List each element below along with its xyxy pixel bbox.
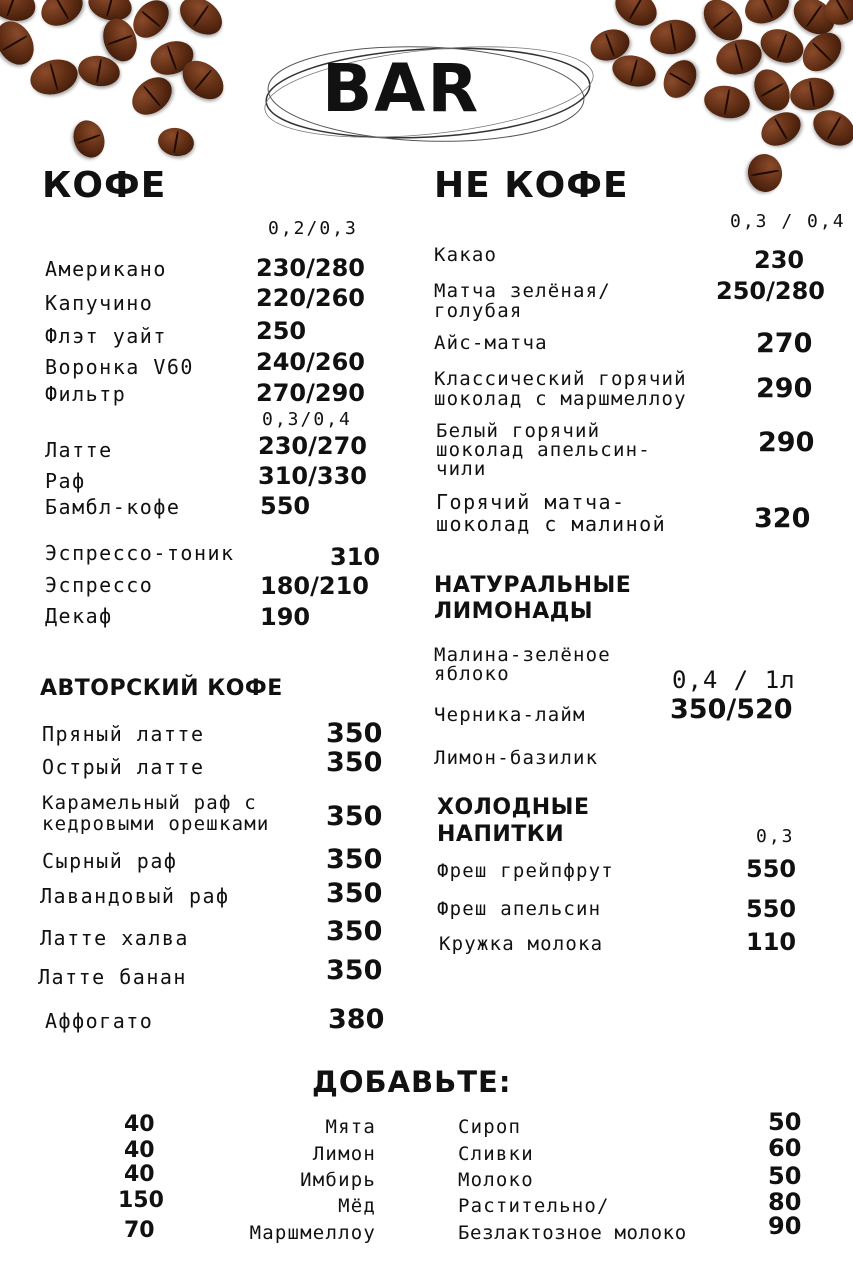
addon-name: Безлактозное молоко bbox=[458, 1222, 687, 1244]
menu-item-price: 230/280 bbox=[256, 254, 365, 282]
addon-price: 40 bbox=[124, 1112, 155, 1137]
menu-item-name: Какао bbox=[434, 244, 498, 266]
addon-name: Мёд bbox=[338, 1195, 376, 1217]
addon-name: Молоко bbox=[458, 1169, 534, 1191]
coffee-bean-icon bbox=[657, 54, 703, 104]
menu-item-name: кедровыми орешками bbox=[42, 813, 270, 835]
menu-item-price: 290 bbox=[758, 427, 815, 458]
menu-item-price: 240/260 bbox=[256, 348, 365, 376]
menu-item-price: 230/270 bbox=[258, 432, 367, 460]
menu-item-name: Бамбл-кофе bbox=[45, 495, 181, 519]
menu-item-price: 250/280 bbox=[716, 277, 825, 305]
menu-item-name: яблоко bbox=[434, 663, 510, 685]
addon-name: Маршмеллоу bbox=[249, 1222, 376, 1244]
menu-item-name: Горячий матча- bbox=[436, 490, 626, 514]
menu-item-name: Декаф bbox=[45, 604, 113, 628]
menu-item-name: Классический горячий bbox=[434, 368, 687, 390]
addon-price: 50 bbox=[768, 1108, 802, 1136]
menu-item-name: Белый горячий bbox=[436, 420, 601, 442]
section-heading-author-coffee: АВТОРСКИЙ КОФЕ bbox=[40, 676, 283, 701]
section-heading-lemonades: НАТУРАЛЬНЫЕ bbox=[434, 573, 632, 598]
menu-item-name: Латте банан bbox=[38, 965, 187, 989]
menu-item-name: Карамельный раф с bbox=[42, 792, 257, 814]
menu-item-name: Эспрессо bbox=[45, 573, 154, 597]
menu-item-name: Айс-матча bbox=[434, 332, 548, 354]
menu-item-name: Фреш апельсин bbox=[437, 898, 602, 920]
coffee-bean-icon bbox=[807, 103, 853, 153]
coffee-bean-icon bbox=[35, 0, 89, 33]
size-label: 0,3 bbox=[756, 826, 795, 847]
menu-item-name: Аффогато bbox=[45, 1009, 154, 1033]
addon-price: 80 bbox=[768, 1188, 802, 1216]
menu-item-name: шоколад с маршмеллоу bbox=[434, 388, 687, 410]
menu-item-price: 380 bbox=[328, 1004, 385, 1035]
coffee-bean-icon bbox=[173, 0, 229, 42]
menu-item-name: Малина-зелёное bbox=[434, 644, 611, 666]
size-label: 0,3/0,4 bbox=[262, 409, 352, 430]
menu-item-name: шоколад апельсин- bbox=[436, 439, 651, 461]
menu-item-price: 220/260 bbox=[256, 284, 365, 312]
coffee-bean-icon bbox=[647, 16, 698, 57]
coffee-bean-icon bbox=[156, 125, 196, 159]
section-heading-coffee: КОФЕ bbox=[42, 165, 167, 206]
addon-name: Лимон bbox=[312, 1143, 376, 1165]
menu-item-name: чили bbox=[436, 458, 487, 480]
page-title: BAR bbox=[322, 50, 481, 127]
menu-item-price: 310 bbox=[330, 543, 381, 571]
menu-item-price: 350 bbox=[326, 878, 383, 909]
menu-item-price: 190 bbox=[260, 603, 311, 631]
coffee-bean-icon bbox=[702, 82, 753, 122]
menu-item-name: Раф bbox=[45, 469, 86, 493]
addon-price: 70 bbox=[124, 1218, 155, 1243]
addon-name: Сливки bbox=[458, 1143, 534, 1165]
menu-item-price: 110 bbox=[746, 928, 797, 956]
menu-item-name: Капучино bbox=[45, 291, 154, 315]
addon-name: Мята bbox=[325, 1116, 376, 1138]
addon-name: Растительно/ bbox=[458, 1195, 610, 1217]
menu-item-price: 230 bbox=[754, 246, 805, 274]
addon-price: 40 bbox=[124, 1162, 155, 1187]
menu-item-price: 350/520 bbox=[670, 694, 793, 725]
menu-item-price: 180/210 bbox=[260, 572, 369, 600]
menu-item-price: 350 bbox=[326, 916, 383, 947]
addon-price: 50 bbox=[768, 1162, 802, 1190]
menu-item-price: 270/290 bbox=[256, 379, 365, 407]
addon-name: Имбирь bbox=[300, 1169, 376, 1191]
menu-item-price: 350 bbox=[326, 718, 383, 749]
menu-item-name: Лавандовый раф bbox=[40, 884, 230, 908]
section-heading-cold-drinks: ХОЛОДНЫЕ bbox=[437, 795, 590, 820]
addon-name: Сироп bbox=[458, 1116, 522, 1138]
menu-item-name: Латте халва bbox=[40, 926, 189, 950]
addon-price: 40 bbox=[124, 1138, 155, 1163]
menu-item-price: 350 bbox=[326, 747, 383, 778]
menu-item-price: 310/330 bbox=[258, 462, 367, 490]
menu-item-name: Сырный раф bbox=[42, 849, 178, 873]
coffee-bean-icon bbox=[745, 151, 785, 194]
coffee-bean-icon bbox=[747, 63, 797, 117]
coffee-bean-icon bbox=[0, 15, 41, 72]
menu-item-name: Кружка молока bbox=[439, 933, 604, 955]
menu-item-name: Острый латте bbox=[42, 755, 205, 779]
menu-item-name: Пряный латте bbox=[42, 722, 205, 746]
section-heading-lemonades: ЛИМОНАДЫ bbox=[434, 599, 594, 624]
addon-price: 90 bbox=[768, 1212, 802, 1240]
menu-item-name: Латте bbox=[45, 438, 113, 462]
coffee-bean-icon bbox=[795, 25, 849, 79]
coffee-bean-icon bbox=[125, 70, 179, 123]
menu-item-name: Фреш грейпфрут bbox=[437, 860, 614, 882]
menu-item-name: шоколад с малиной bbox=[436, 512, 667, 536]
addon-price: 150 bbox=[118, 1188, 164, 1213]
menu-item-price: 550 bbox=[746, 855, 797, 883]
size-label: 0,3 / 0,4 bbox=[730, 211, 846, 232]
menu-item-name: Эспрессо-тоник bbox=[45, 541, 235, 565]
menu-item-price: 350 bbox=[326, 844, 383, 875]
section-heading-cold-drinks: НАПИТКИ bbox=[437, 822, 565, 847]
menu-item-name: Американо bbox=[45, 257, 167, 281]
menu-item-name: Матча зелёная/ bbox=[434, 280, 611, 302]
section-heading-not-coffee: НЕ КОФЕ bbox=[434, 165, 629, 206]
addon-price: 60 bbox=[768, 1134, 802, 1162]
menu-item-name: Черника-лайм bbox=[434, 704, 586, 726]
menu-item-name: Фильтр bbox=[45, 382, 127, 406]
menu-item-name: голубая bbox=[434, 300, 523, 322]
menu-item-price: 320 bbox=[754, 503, 811, 534]
coffee-bean-icon bbox=[756, 23, 808, 68]
menu-item-name: Флэт уайт bbox=[45, 324, 167, 348]
coffee-bean-icon bbox=[68, 116, 109, 162]
coffee-bean-icon bbox=[739, 0, 794, 30]
menu-item-price: 250 bbox=[256, 317, 307, 345]
coffee-bean-icon bbox=[788, 74, 837, 113]
menu-item-price: 270 bbox=[756, 328, 813, 359]
coffee-bean-icon bbox=[26, 54, 81, 99]
menu-item-price: 290 bbox=[756, 373, 813, 404]
size-label: 0,4 / 1л bbox=[672, 666, 796, 694]
menu-item-price: 350 bbox=[326, 955, 383, 986]
coffee-bean-icon bbox=[755, 106, 806, 153]
menu-item-name: Воронка V60 bbox=[45, 355, 194, 379]
menu-item-price: 550 bbox=[260, 492, 311, 520]
section-heading-addons: ДОБАВЬТЕ: bbox=[312, 1065, 512, 1099]
size-label: 0,2/0,3 bbox=[268, 218, 358, 239]
menu-item-price: 350 bbox=[326, 801, 383, 832]
menu-item-name: Лимон-базилик bbox=[434, 747, 599, 769]
menu-item-price: 550 bbox=[746, 895, 797, 923]
